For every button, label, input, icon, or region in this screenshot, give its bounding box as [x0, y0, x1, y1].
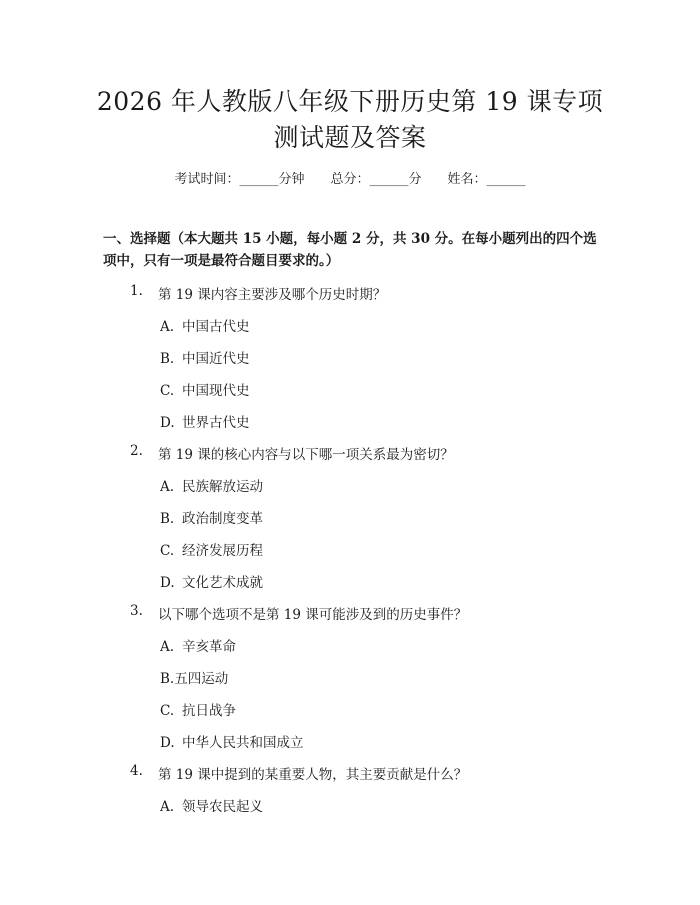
option-letter: C.	[160, 703, 175, 719]
option-item	[160, 795, 263, 815]
question-text: 以下哪个选项不是第 19 课可能涉及到的历史事件？	[158, 607, 468, 623]
time-blank: ______	[239, 172, 279, 187]
option-letter: A.	[160, 639, 175, 655]
option-letter: A.	[160, 479, 175, 495]
question-text: 第 19 课的核心内容与以下哪一项关系最为密切？	[158, 447, 454, 463]
question-number: 2.	[130, 443, 143, 459]
option-letter: C.	[160, 543, 175, 559]
option-text: 民族解放运动	[182, 479, 263, 495]
time-unit: 分钟	[278, 172, 305, 187]
option-letter: C.	[160, 383, 175, 399]
option-item	[160, 315, 250, 335]
exam-meta	[0, 168, 700, 187]
document-title-line2: 测试题及答案	[273, 123, 427, 152]
option-letter: B.	[160, 351, 175, 367]
document-title-line1: 2026 年人教版八年级下册历史第 19 课专项	[96, 87, 604, 116]
option-item	[160, 635, 236, 655]
option-text: 中国古代史	[182, 319, 250, 335]
question-text: 第 19 课中提到的某重要人物，其主要贡献是什么？	[158, 767, 468, 783]
option-letter: A.	[160, 319, 175, 335]
question-number: 3.	[130, 603, 143, 619]
question-number: 4.	[130, 763, 143, 779]
name-label: 姓名：	[447, 172, 487, 187]
option-item	[160, 571, 263, 591]
option-item	[160, 347, 250, 367]
option-item	[160, 507, 263, 527]
name-blank: ______	[486, 172, 526, 187]
option-item	[160, 411, 250, 431]
option-text: 文化艺术成就	[182, 575, 263, 591]
score-blank: ______	[369, 172, 409, 187]
time-label: 考试时间：	[174, 172, 240, 187]
option-letter: A.	[160, 799, 175, 815]
option-item	[160, 699, 236, 719]
option-text: 辛亥革命	[182, 639, 236, 655]
question-number: 1.	[130, 283, 143, 299]
option-text: 世界古代史	[182, 415, 250, 431]
option-text: 抗日战争	[182, 703, 236, 719]
option-text: 五四运动	[174, 671, 229, 687]
option-letter: D.	[160, 575, 175, 591]
option-letter: D.	[160, 415, 175, 431]
option-item	[160, 379, 250, 399]
option-text: 中国近代史	[182, 351, 250, 367]
score-unit: 分	[408, 172, 422, 187]
option-text: 经济发展历程	[182, 543, 263, 559]
option-letter: D.	[160, 735, 175, 751]
section-heading-line2: 项中，只有一项是最符合题目要求的。）	[103, 253, 340, 269]
option-item	[160, 475, 263, 495]
option-text: 中国现代史	[182, 383, 250, 399]
option-item	[160, 667, 228, 687]
score-label: 总分：	[330, 172, 370, 187]
option-text: 中华人民共和国成立	[182, 735, 304, 751]
option-text: 政治制度变革	[182, 511, 263, 527]
option-item	[160, 731, 304, 751]
question-text: 第 19 课内容主要涉及哪个历史时期？	[158, 287, 387, 303]
option-text: 领导农民起义	[182, 799, 263, 815]
option-letter: B.	[160, 511, 175, 527]
option-item	[160, 539, 263, 559]
option-letter: B.	[160, 671, 175, 687]
section-heading-line1: 一、选择题（本大题共 15 小题，每小题 2 分，共 30 分。在每小题列出的四个选	[103, 231, 597, 247]
